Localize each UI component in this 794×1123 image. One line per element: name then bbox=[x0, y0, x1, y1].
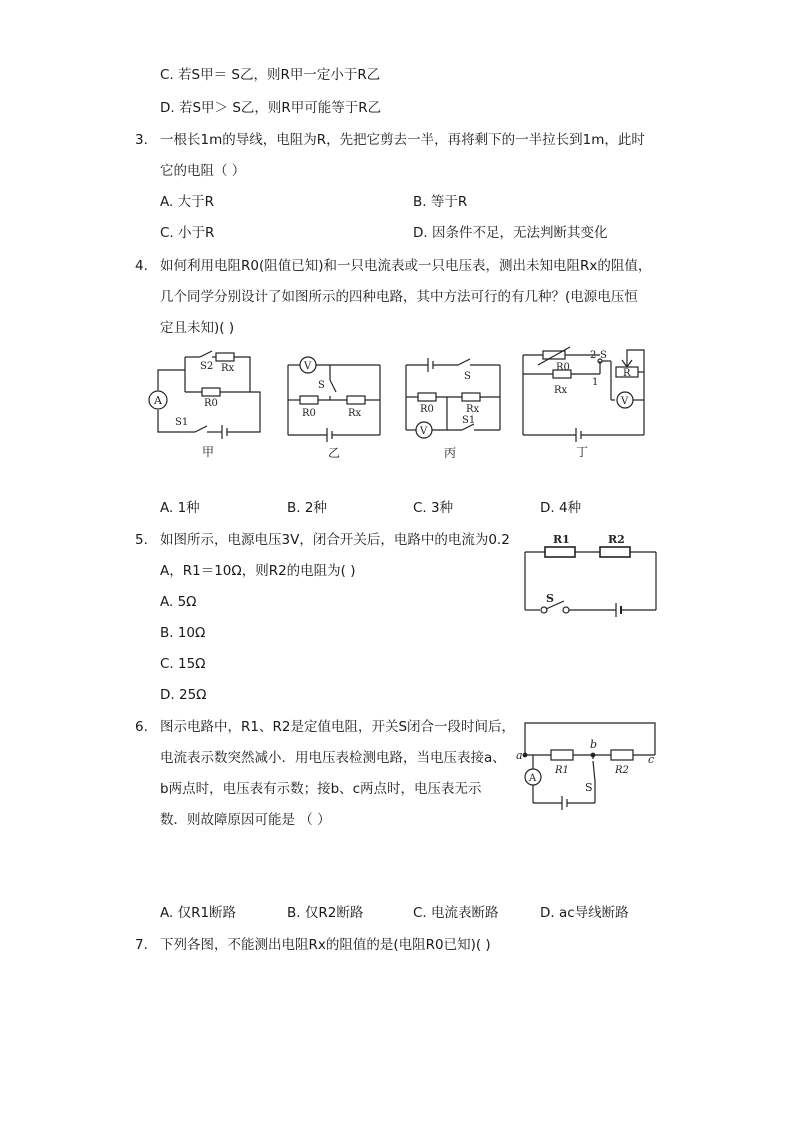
q5-number: 5. bbox=[135, 532, 148, 548]
q4-yi-r0-label: R0 bbox=[302, 408, 316, 419]
q4-ding-caption: 丁 bbox=[576, 445, 589, 459]
q6-option-b: B. 仅R2断路 bbox=[287, 905, 364, 921]
q4-bing-caption: 丙 bbox=[444, 446, 457, 460]
q6-a-label: a bbox=[516, 749, 523, 762]
q3-number: 3. bbox=[135, 132, 148, 148]
q6-stem-line2: 电流表示数突然减小．用电压表检测电路，当电压表接a、 bbox=[160, 750, 506, 766]
q6-circuit bbox=[515, 715, 665, 815]
q4-option-a: A. 1种 bbox=[160, 500, 200, 516]
q4-yi-caption: 乙 bbox=[328, 446, 341, 460]
q3-stem-line1: 一根长1m的导线，电阻为R，先把它剪去一半，再将剩下的一半拉长到1m，此时 bbox=[160, 132, 645, 148]
q4-jia-rx-label: Rx bbox=[221, 363, 235, 374]
q6-r2-label: R2 bbox=[615, 765, 629, 776]
q2-option-d: D. 若S甲＞ S乙，则R甲可能等于R乙 bbox=[160, 100, 382, 116]
q4-number: 4. bbox=[135, 258, 148, 274]
q4-jia-s2-label: S2 bbox=[200, 361, 214, 372]
q4-ding-n2-label: 2 bbox=[590, 350, 597, 361]
q5-r1-label: R1 bbox=[553, 533, 570, 546]
q5-circuit bbox=[520, 530, 665, 625]
q5-option-a: A. 5Ω bbox=[160, 594, 197, 610]
q4-yi-voltmeter-label: V bbox=[304, 361, 312, 372]
q2-option-c: C. 若S甲＝ S乙，则R甲一定小于R乙 bbox=[160, 67, 381, 83]
q4-circuit-yi bbox=[280, 350, 390, 465]
q4-ding-rx-label: Rx bbox=[554, 385, 568, 396]
q4-option-c: C. 3种 bbox=[413, 500, 454, 516]
q4-stem-line2: 几个同学分别设计了如图所示的四种电路，其中方法可行的有几种？(电源电压恒 bbox=[160, 289, 638, 305]
q6-r1-label: R1 bbox=[555, 765, 569, 776]
q7-stem-line1: 下列各图，不能测出电阻Rx的阻值的是(电阻R0已知)( ) bbox=[160, 937, 491, 953]
q6-ammeter-label: A bbox=[529, 773, 537, 784]
q5-stem-line1: 如图所示，电源电压3V，闭合开关后，电路中的电流为0.2 bbox=[160, 532, 510, 548]
q4-option-d: D. 4种 bbox=[540, 500, 582, 516]
q4-circuit-bing bbox=[400, 350, 510, 465]
q4-jia-s1-label: S1 bbox=[175, 417, 189, 428]
q4-bing-voltmeter-label: V bbox=[420, 426, 428, 437]
q7-number: 7. bbox=[135, 937, 148, 953]
q6-stem-line3: b两点时，电压表有示数；接b、c两点时，电压表无示 bbox=[160, 781, 482, 797]
q4-ding-n1-label: 1 bbox=[592, 377, 599, 388]
q6-stem-line1: 图示电路中，R1、R2是定值电阻，开关S闭合一段时间后， bbox=[160, 719, 516, 735]
q6-c-label: c bbox=[648, 753, 655, 766]
q3-option-d: D. 因条件不足，无法判断其变化 bbox=[413, 225, 608, 241]
q5-r2-label: R2 bbox=[608, 533, 625, 546]
q4-bing-rx-label: Rx bbox=[466, 404, 480, 415]
q4-circuit-ding bbox=[518, 345, 653, 465]
q6-option-a: A. 仅R1断路 bbox=[160, 905, 237, 921]
q3-stem-line2: 它的电阻（ ） bbox=[160, 163, 246, 179]
q4-yi-rx-label: Rx bbox=[348, 408, 362, 419]
q5-option-d: D. 25Ω bbox=[160, 687, 207, 703]
q6-number: 6. bbox=[135, 719, 148, 735]
q4-ding-s-label: S bbox=[600, 350, 607, 361]
q5-option-c: C. 15Ω bbox=[160, 656, 206, 672]
q4-bing-r0-label: R0 bbox=[420, 404, 434, 415]
q4-ding-r-label: R bbox=[623, 368, 631, 379]
q4-circuit-jia bbox=[140, 345, 270, 465]
q4-bing-s1-label: S1 bbox=[462, 415, 476, 426]
q4-stem-line1: 如何利用电阻R0(阻值已知)和一只电流表或一只电压表，测出未知电阻Rx的阻值， bbox=[160, 258, 652, 274]
q6-option-c: C. 电流表断路 bbox=[413, 905, 499, 921]
q3-option-a: A. 大于R bbox=[160, 194, 214, 210]
q4-ding-voltmeter-label: V bbox=[621, 396, 629, 407]
q6-s-label: S bbox=[585, 781, 593, 794]
q6-option-d: D. ac导线断路 bbox=[540, 905, 629, 921]
q4-yi-s-label: S bbox=[318, 380, 325, 391]
q4-jia-caption: 甲 bbox=[202, 445, 215, 459]
q6-b-label: b bbox=[590, 738, 598, 751]
q4-jia-ammeter-label: A bbox=[154, 394, 162, 407]
q3-option-b: B. 等于R bbox=[413, 194, 468, 210]
q4-jia-r0-label: R0 bbox=[204, 398, 218, 409]
q3-option-c: C. 小于R bbox=[160, 225, 215, 241]
q4-option-b: B. 2种 bbox=[287, 500, 327, 516]
q5-s-label: S bbox=[546, 592, 554, 605]
q4-ding-r0-label: R0 bbox=[556, 362, 570, 373]
q5-option-b: B. 10Ω bbox=[160, 625, 206, 641]
q5-stem-line2: A，R1＝10Ω，则R2的电阻为( ) bbox=[160, 563, 356, 579]
q4-bing-s-label: S bbox=[464, 371, 471, 382]
q4-stem-line3: 定且未知)( ) bbox=[160, 320, 235, 336]
q6-stem-line4: 数．则故障原因可能是 （ ） bbox=[160, 812, 331, 828]
